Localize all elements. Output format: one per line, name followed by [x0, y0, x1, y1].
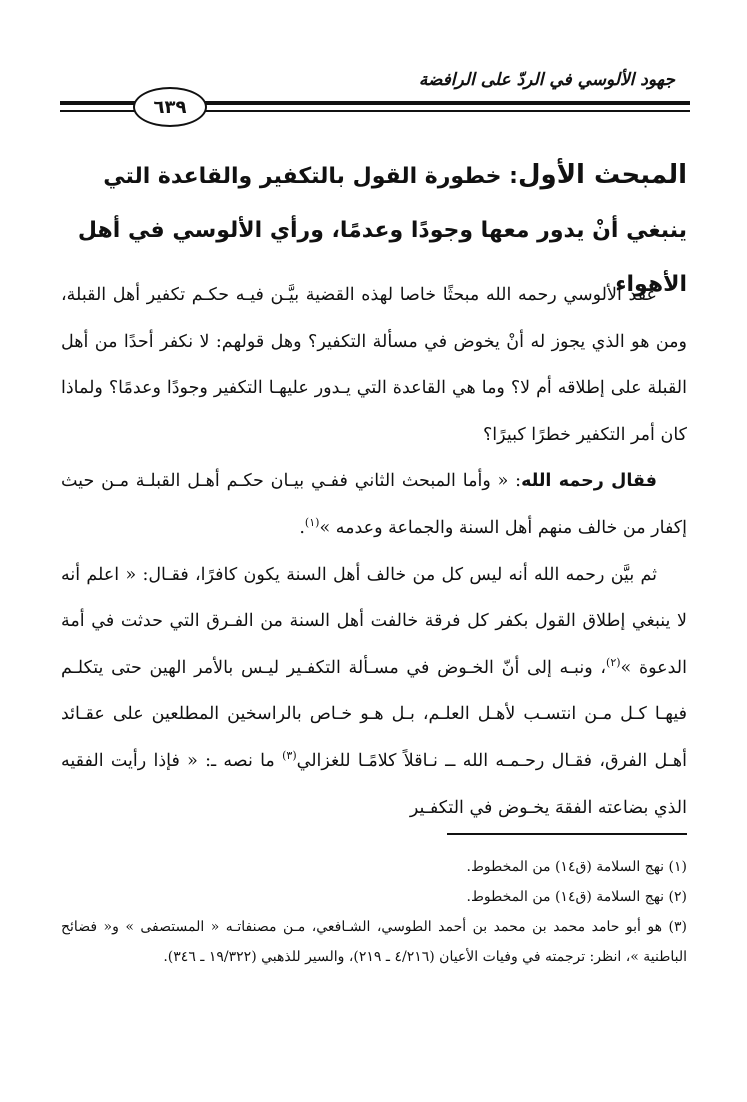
paragraph-1: عقد الألوسي رحمه الله مبحثًا خاصا لهذه القضية بيَّـن فيـه حكـم تكفير أهل القبلة، ومن هو الذي يجوز له أنْ يخوض في مسألة التكفير؟ وهل قولهم: لا نكفر أحدًا من أهل القبلة على إطلاقه أم لا؟ وما هي القاعدة التي يـدور عليهـا التكفير وجودًا وعدمًا؟ ولماذا كان أمر التكفير خطرًا كبيرًا؟ [61, 285, 687, 445]
paragraph-2-text: : « وأما المبحث الثاني ففـي بيـان حكـم أهـل القبلـة مـن حيث إكفار من خالف منهم أهل السنة والجماعة وعدمه » [61, 471, 687, 538]
paragraph-3 [61, 552, 687, 832]
paragraph-3-part-3: ما نصه ـ: « فإذا رأيت الفقيه الذي بضاعته الفقهَ يخـوض في التكفـير [61, 750, 687, 818]
running-header-title: جهود الألوسي في الردّ على الرافضة [418, 70, 675, 90]
paragraph-2 [61, 458, 687, 551]
page-number: ٦٣٩ [153, 96, 187, 118]
body-text [61, 272, 687, 831]
footnote-3: (٣) هو أبو حامد محمد بن محمد بن أحمد الطوسي، الشـافعي، مـن مصنفاتـه « المستصفى » و« فضائح الباطنية »، انظر: ترجمته في وفيات الأعيان (٤/٢١٦ ـ ٢١٩)، والسير للذهبي (١٩/٣٢٢ ـ ٣٤٦). [61, 919, 687, 965]
footnote-ref-1: (١) [304, 516, 320, 530]
footnote-2: (٢) نهج السلامة (ق١٤) من المخطوط. [466, 889, 687, 905]
paragraph-2-lead: فقال رحمه الله [521, 471, 657, 492]
footnotes [61, 852, 687, 972]
footnote-separator [447, 833, 687, 835]
footnote-ref-2: (٢) [606, 655, 621, 669]
page-number-badge [133, 87, 207, 127]
paragraph-3-part-2: ، ونبـه إلى أنّ الخـوض في مسـألة التكفـير ليـس بالأمر الهين حتى يتكلـم فيهـا كـل مـن انتسـب لأهـل العلـم، بـل هـو خـاص بالراسخين المطلعين على عقـائد أهـل الفرق، فقـال رحـمـه الله ــ نـاقلاً كلامًـا للغزالي [61, 657, 688, 771]
section-title-prefix: المبحث الأول [517, 160, 687, 190]
footnote-ref-3: (٣) [282, 749, 297, 763]
footnote-1: (١) نهج السلامة (ق١٤) من المخطوط. [466, 859, 687, 875]
paragraph-2-end: . [299, 517, 305, 538]
section-title-rest: : خطورة القول بالتكفير والقاعدة التي ينبغي أنْ يدور معها وجودًا وعدمًا، ورأي الألوسي في أهل الأهواء [77, 164, 687, 297]
paragraph-3-part-1: ثم بيَّن رحمه الله أنه ليس كل من خالف أهل السنة يكون كافرًا، فقـال: « اعلم أنه لا ينبغي إطلاق القول بكفر كل فرقة خالفت أهل السنة من الفـرق التي حدثت في أمة الدعوة » [61, 564, 687, 678]
